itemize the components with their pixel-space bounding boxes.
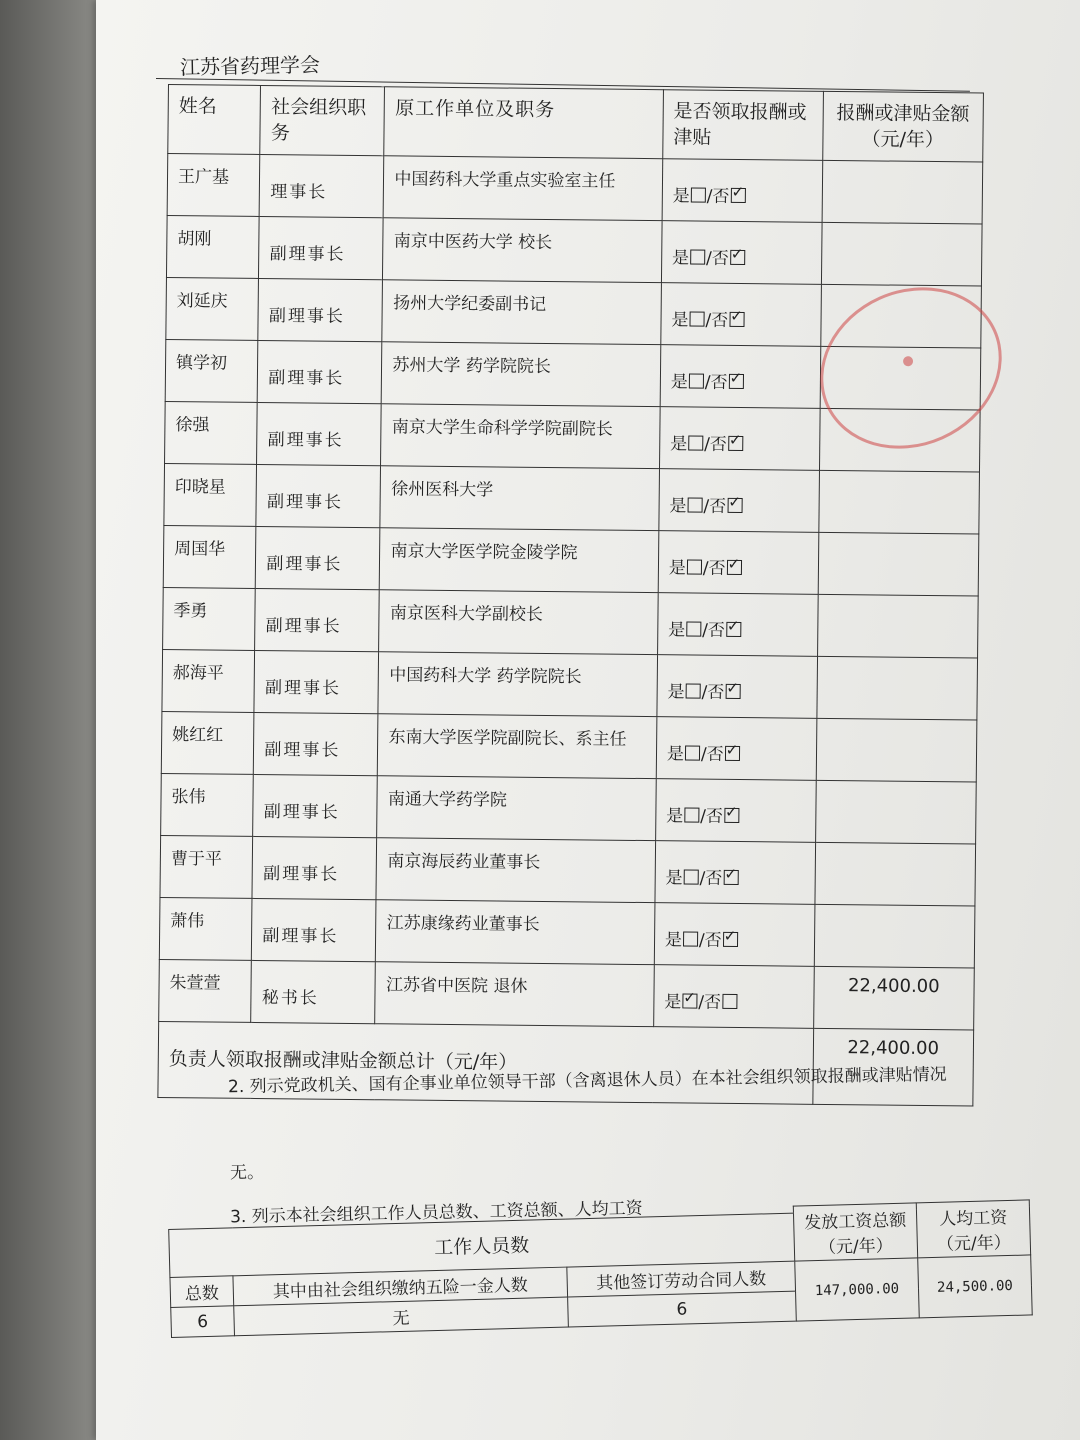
no-checkbox[interactable]	[725, 684, 740, 699]
yes-checkbox[interactable]	[685, 683, 700, 698]
no-label: 否	[710, 372, 728, 393]
officer-amount	[815, 780, 976, 844]
officer-name: 萧伟	[159, 897, 252, 960]
officer-unit: 江苏省中医院 退休	[375, 962, 654, 1027]
yes-label: 是	[669, 496, 687, 517]
officer-amount: 22,400.00	[813, 966, 974, 1030]
officer-role-text: 副理事长	[264, 678, 342, 699]
officer-name: 镇学初	[165, 339, 258, 402]
officer-unit: 南京中医药大学 校长	[383, 218, 662, 283]
no-label: 否	[705, 806, 724, 827]
yes-checkbox[interactable]	[687, 559, 702, 574]
no-checkbox[interactable]	[723, 870, 738, 885]
no-label: 否	[709, 496, 727, 517]
section-2-title: 2. 列示党政机关、国有企事业单位领导干部（含离退休人员）在本社会组织领取报酬或津贴情况	[227, 1064, 947, 1098]
page-edge-shadow	[0, 0, 96, 1440]
officer-role-text: 副理事长	[264, 740, 341, 761]
officer-role	[256, 464, 381, 527]
officer-name: 曹于平	[160, 835, 253, 898]
officer-paid: 是 /否✓	[657, 593, 817, 657]
yes-checkbox[interactable]	[684, 807, 699, 822]
header-role: 社会组织职务	[260, 85, 385, 155]
officer-unit: 扬州大学纪委副书记	[382, 280, 661, 345]
no-checkbox[interactable]	[729, 312, 744, 327]
officer-unit: 南通大学药学院	[377, 776, 656, 841]
no-label: 否	[712, 186, 730, 207]
officer-name: 徐强	[165, 401, 258, 464]
yes-label: 是	[665, 868, 683, 889]
no-checkbox[interactable]	[728, 436, 743, 451]
header-unit: 原工作单位及职务	[384, 87, 663, 159]
table-row	[164, 463, 980, 534]
officer-role	[254, 650, 379, 713]
table-row	[162, 649, 978, 720]
officer-paid: 是 /否✓	[661, 221, 821, 285]
no-label: 否	[703, 992, 722, 1013]
officer-name: 周国华	[163, 525, 256, 588]
officer-role-text: 副理事长	[268, 368, 345, 389]
officer-name: 刘延庆	[166, 277, 259, 340]
officer-role-text: 副理事长	[262, 926, 339, 947]
header-wage-total: 发放工资总额（元/年）	[793, 1203, 917, 1261]
officer-unit: 南京大学生命科学学院副院长	[381, 404, 660, 469]
table-row	[167, 154, 983, 225]
officer-role-text: 副理事长	[268, 306, 346, 327]
officer-unit: 东南大学医学院副院长、系主任	[378, 714, 657, 779]
total-label: 负责人领取报酬或津贴金额总计（元/年）	[158, 1021, 813, 1104]
yes-checkbox[interactable]	[687, 497, 702, 512]
yes-checkbox[interactable]	[686, 621, 701, 636]
no-label: 否	[709, 434, 727, 455]
officer-role-text: 副理事长	[266, 554, 343, 575]
officer-role	[255, 588, 380, 651]
table-row	[163, 525, 979, 596]
no-label: 否	[706, 744, 724, 765]
officer-amount	[817, 594, 978, 658]
officer-unit: 南京医科大学副校长	[379, 590, 658, 655]
section-2-content: 无。	[229, 1162, 265, 1184]
officer-role-text: 副理事长	[269, 244, 346, 265]
staff-table	[168, 1199, 1033, 1338]
org-header: 江苏省药理学会	[179, 52, 321, 80]
header-staff-count: 工作人员数	[169, 1213, 795, 1278]
officer-role-text: 副理事长	[263, 864, 340, 885]
yes-checkbox[interactable]	[689, 373, 704, 388]
yes-checkbox[interactable]	[682, 993, 697, 1008]
table-row	[161, 773, 977, 844]
header-name: 姓名	[168, 85, 261, 155]
officer-unit: 苏州大学 药学院院长	[382, 342, 661, 407]
officer-role	[258, 278, 383, 341]
officer-paid: 是 /否✓	[659, 469, 819, 533]
officer-role-text: 理事长	[270, 182, 328, 203]
yes-checkbox[interactable]	[691, 187, 706, 202]
officer-role-text: 秘书长	[261, 988, 319, 1009]
yes-label: 是	[668, 558, 686, 579]
officer-amount	[818, 532, 979, 596]
officer-amount	[814, 904, 975, 968]
officer-role	[259, 216, 384, 279]
yes-label: 是	[672, 186, 690, 207]
value-total: 6	[171, 1306, 235, 1338]
officer-role-text: 副理事长	[266, 492, 344, 513]
yes-checkbox[interactable]	[685, 745, 700, 760]
table-row	[161, 711, 977, 782]
officer-amount	[814, 842, 975, 906]
no-checkbox[interactable]	[726, 560, 741, 575]
table-header-row	[168, 85, 984, 163]
officer-paid: 是 /否✓	[662, 159, 822, 223]
yes-checkbox[interactable]	[684, 869, 699, 884]
header-contract: 其他签订劳动合同人数	[567, 1261, 796, 1297]
table-row	[163, 587, 979, 658]
yes-checkbox[interactable]	[683, 931, 698, 946]
officer-paid: 是 /否✓	[658, 531, 818, 595]
officer-name: 朱萱萱	[159, 959, 252, 1022]
officer-name: 季勇	[163, 587, 256, 650]
officer-amount	[822, 160, 983, 224]
table-row	[159, 897, 975, 968]
header-paid: 是否领取报酬或津贴	[663, 90, 823, 161]
no-checkbox[interactable]	[730, 250, 745, 265]
officer-name: 郝海平	[162, 649, 255, 712]
no-label: 否	[707, 620, 726, 641]
officer-unit: 中国药科大学 药学院院长	[378, 652, 657, 717]
officer-role	[252, 836, 377, 899]
officer-paid: 是 /否✓	[654, 903, 814, 967]
value-wage-total: 147,000.00	[795, 1258, 920, 1321]
yes-label: 是	[671, 310, 689, 331]
officer-unit: 中国药科大学重点实验室主任	[384, 156, 663, 221]
officer-role	[252, 898, 377, 961]
yes-label: 是	[668, 620, 686, 641]
officer-unit: 徐州医科大学	[380, 466, 659, 531]
officer-paid: 是✓ /否	[654, 965, 814, 1029]
no-checkbox[interactable]	[728, 374, 743, 389]
company-seal-stamp: ●	[794, 259, 1027, 477]
officer-role	[254, 712, 379, 775]
no-label: 否	[708, 558, 726, 579]
officer-role	[256, 526, 381, 589]
yes-label: 是	[666, 744, 684, 765]
yes-label: 是	[664, 992, 682, 1013]
officer-role	[251, 960, 376, 1023]
officer-role	[253, 774, 378, 837]
officer-paid: 是 /否✓	[660, 345, 820, 409]
officer-amount	[818, 470, 979, 534]
officer-unit: 南京海辰药业董事长	[376, 838, 655, 903]
yes-checkbox[interactable]	[688, 435, 703, 450]
officer-role-text: 副理事长	[265, 616, 342, 637]
no-label: 否	[707, 682, 725, 703]
no-label: 否	[705, 868, 723, 889]
officer-paid: 是 /否✓	[661, 283, 821, 347]
header-total: 总数	[170, 1276, 234, 1308]
yes-label: 是	[667, 682, 685, 703]
no-label: 否	[711, 248, 729, 269]
table-row	[166, 215, 982, 286]
officer-role	[260, 154, 385, 217]
officer-name: 王广基	[167, 154, 260, 217]
officer-name: 姚红红	[161, 711, 254, 774]
yes-label: 是	[666, 806, 684, 827]
no-checkbox[interactable]	[725, 746, 740, 761]
header-wage-avg: 人均工资（元/年）	[916, 1200, 1030, 1258]
yes-checkbox[interactable]	[689, 311, 704, 326]
officer-role	[258, 340, 383, 403]
officer-paid: 是 /否✓	[655, 841, 815, 905]
yes-checkbox[interactable]	[690, 249, 705, 264]
officer-unit: 南京大学医学院金陵学院	[380, 528, 659, 593]
header-insured: 其中由社会组织缴纳五险一金人数	[233, 1267, 568, 1306]
officer-role	[257, 402, 382, 465]
no-label: 否	[704, 930, 722, 951]
yes-label: 是	[664, 930, 683, 951]
no-checkbox[interactable]	[726, 622, 741, 637]
no-checkbox[interactable]	[730, 188, 745, 203]
section-3-title: 3. 列示本社会组织工作人员总数、工资总额、人均工资	[229, 1198, 643, 1228]
officer-unit: 江苏康缘药业董事长	[376, 900, 655, 965]
officer-paid: 是 /否✓	[657, 655, 817, 719]
officer-amount	[821, 222, 982, 286]
value-contract: 6	[568, 1291, 797, 1327]
officer-name: 胡刚	[166, 215, 259, 278]
no-checkbox[interactable]	[722, 994, 737, 1009]
value-wage-avg: 24,500.00	[918, 1255, 1033, 1318]
officer-paid: 是 /否✓	[659, 407, 819, 471]
officers-table	[157, 84, 984, 1106]
no-label: 否	[711, 310, 729, 331]
officer-role-text: 副理事长	[267, 430, 344, 451]
no-checkbox[interactable]	[727, 498, 742, 513]
officer-name: 张伟	[161, 773, 254, 836]
total-amount: 22,400.00	[812, 1028, 973, 1106]
header-amount: 报酬或津贴金额（元/年）	[822, 91, 983, 162]
yes-label: 是	[670, 372, 688, 393]
officer-paid: 是 /否✓	[656, 717, 816, 781]
officer-amount	[816, 718, 977, 782]
value-insured: 无	[234, 1297, 569, 1336]
no-checkbox[interactable]	[723, 932, 738, 947]
officer-paid: 是 /否✓	[655, 779, 815, 843]
yes-label: 是	[670, 434, 688, 455]
officer-amount	[816, 656, 977, 720]
officer-name: 印晓星	[164, 463, 257, 526]
yes-label: 是	[671, 248, 690, 269]
table-row	[160, 835, 976, 906]
officer-role-text: 副理事长	[263, 802, 340, 823]
no-checkbox[interactable]	[724, 808, 739, 823]
table-row	[159, 959, 975, 1030]
